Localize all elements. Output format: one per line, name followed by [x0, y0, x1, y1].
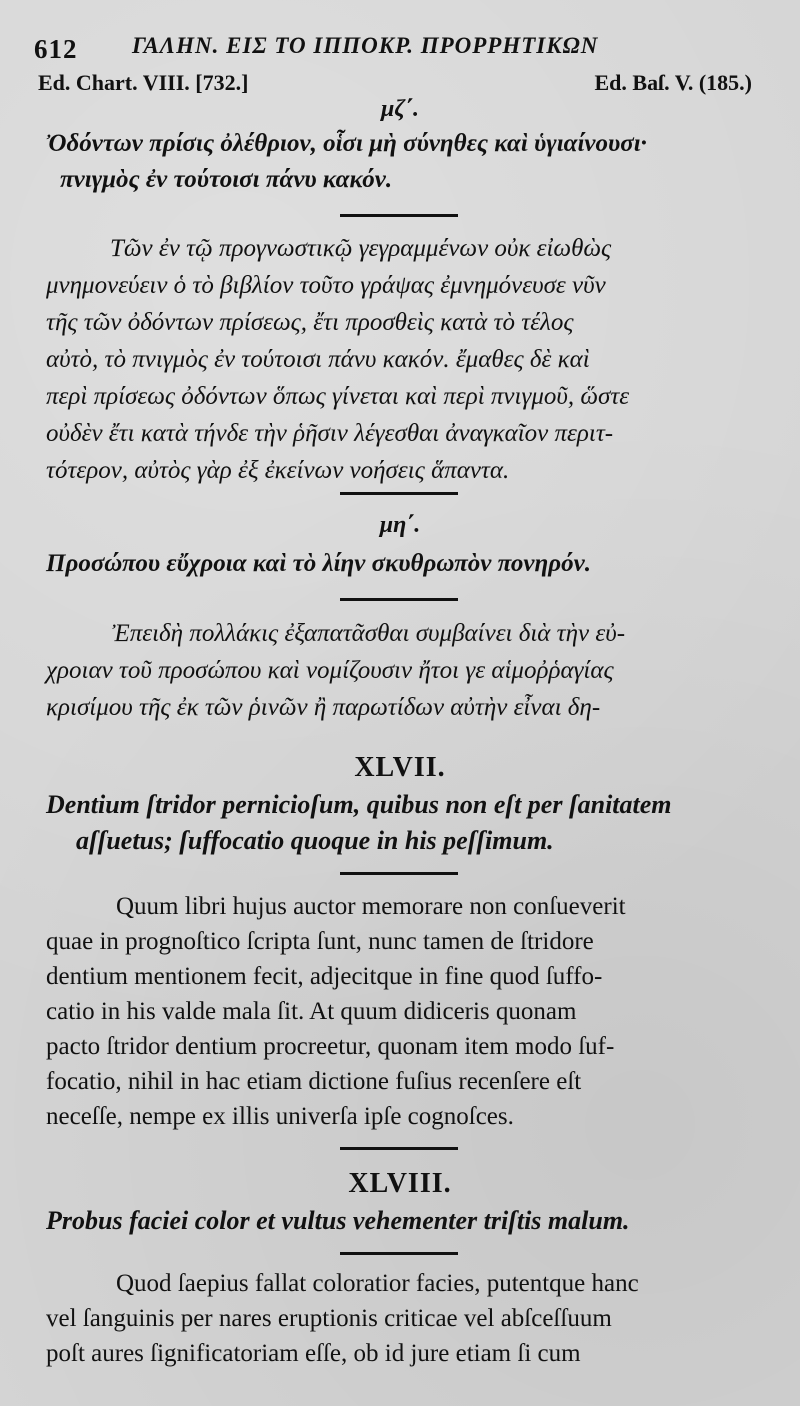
section-divider — [340, 492, 458, 495]
latin-commentary-48-line: Quod ſaepius fallat coloratior facies, putentque hanc — [116, 1270, 639, 1297]
greek-commentary-47-line: τότερον, αὐτὸς γὰρ ἐξ ἐκείνων νοήσεις ἅπαντα. — [46, 457, 510, 484]
greek-commentary-48-line: κρισίμου τῆς ἐκ τῶν ῥινῶν ἢ παρωτίδων αὐτὴν εἶναι δη- — [46, 694, 601, 721]
section-divider — [340, 214, 458, 217]
latin-commentary-48-line: poſt aures ſignificatoriam eſſe, ob id jure etiam ſi cum — [46, 1340, 581, 1367]
running-title: ΓΑΛΗΝ. ΕΙΣ ΤΟ ΙΠΠΟΚΡ. ΠΡΟΡΡΗΤΙΚΩΝ — [132, 33, 599, 58]
greek-commentary-47-line: μνημονεύειν ὁ τὸ βιβλίον τοῦτο γράψας ἐμνημόνευσε νῦν — [46, 272, 606, 299]
greek-commentary-47-line: περὶ πρίσεως ὀδόντων ὅπως γίνεται καὶ περὶ πνιγμοῦ, ὥστε — [46, 383, 630, 410]
edition-reference-right: Ed. Baſ. V. (185.) — [594, 70, 752, 95]
latin-commentary-47-line: dentium mentionem fecit, adjecitque in fine quod ſuffo- — [46, 963, 603, 990]
greek-commentary-47-line: οὐδὲν ἔτι κατὰ τήνδε τὴν ῥῆσιν λέγεσθαι ἀναγκαῖον περιτ- — [46, 420, 614, 447]
latin-section-47-number: XLVII. — [354, 752, 446, 783]
greek-commentary-48-line: Ἐπειδὴ πολλάκις ἐξαπατᾶσθαι συμβαίνει διὰ τὴν εὐ- — [112, 620, 626, 647]
greek-commentary-47-line: τῆς τῶν ὀδόντων πρίσεως, ἔτι προσθεὶς κατὰ τὸ τέλος — [46, 309, 574, 336]
greek-section-48-number: μη΄. — [379, 512, 421, 538]
section-divider — [340, 598, 458, 601]
greek-aphorism-47-line: πνιγμὸς ἐν τούτοισι πάνυ κακόν. — [60, 166, 393, 193]
latin-section-48-number: XLVIII. — [348, 1168, 452, 1199]
latin-commentary-47-line: neceſſe, nempe ex illis univerſa ipſe cognoſces. — [46, 1103, 514, 1130]
latin-aphorism-48: Probus faciei color et vultus vehementer triſtis malum. — [46, 1206, 630, 1235]
section-divider — [340, 872, 458, 875]
edition-reference-left: Ed. Chart. VIII. [732.] — [38, 70, 249, 95]
latin-commentary-47-line: catio in his valde mala ſit. At quum didiceris quonam — [46, 998, 577, 1025]
section-divider — [340, 1252, 458, 1255]
greek-commentary-47-line: αὐτὸ, τὸ πνιγμὸς ἐν τούτοισι πάνυ κακόν. ἔμαθες δὲ καὶ — [46, 346, 590, 373]
greek-aphorism-48: Προσώπου εὔχροια καὶ τὸ λίην σκυθρωπὸν πονηρόν. — [46, 550, 591, 577]
latin-commentary-47-line: quae in prognoſtico ſcripta ſunt, nunc tamen de ſtridore — [46, 928, 594, 955]
latin-commentary-48-line: vel ſanguinis per nares eruptionis criticae vel abſceſſuum — [46, 1305, 612, 1332]
greek-commentary-47-line: Τῶν ἐν τῷ προγνωστικῷ γεγραμμένων οὐκ εἰωθὼς — [110, 235, 612, 262]
page-number: 612 — [34, 34, 78, 64]
latin-commentary-47-line: focatio, nihil in hac etiam dictione fuſius recenſere eſt — [46, 1068, 582, 1095]
section-divider — [340, 1147, 458, 1150]
greek-commentary-48-line: χροιαν τοῦ προσώπου καὶ νομίζουσιν ἤτοι γε αἱμοῤῥαγίας — [46, 657, 614, 684]
latin-commentary-47-line: pacto ſtridor dentium procreetur, quonam item modo ſuf- — [46, 1033, 615, 1060]
latin-aphorism-47-line: Dentium ſtridor pernicioſum, quibus non eſt per ſanitatem — [46, 790, 672, 819]
greek-section-47-number: μζ΄. — [381, 96, 419, 122]
greek-aphorism-47-line: Ὀδόντων πρίσις ὀλέθριον, οἷσι μὴ σύνηθες καὶ ὑγιαίνουσι· — [46, 130, 647, 157]
latin-commentary-47-line: Quum libri hujus auctor memorare non conſueverit — [116, 893, 626, 920]
latin-aphorism-47-line: aſſuetus; ſuffocatio quoque in his peſſimum. — [76, 826, 554, 855]
